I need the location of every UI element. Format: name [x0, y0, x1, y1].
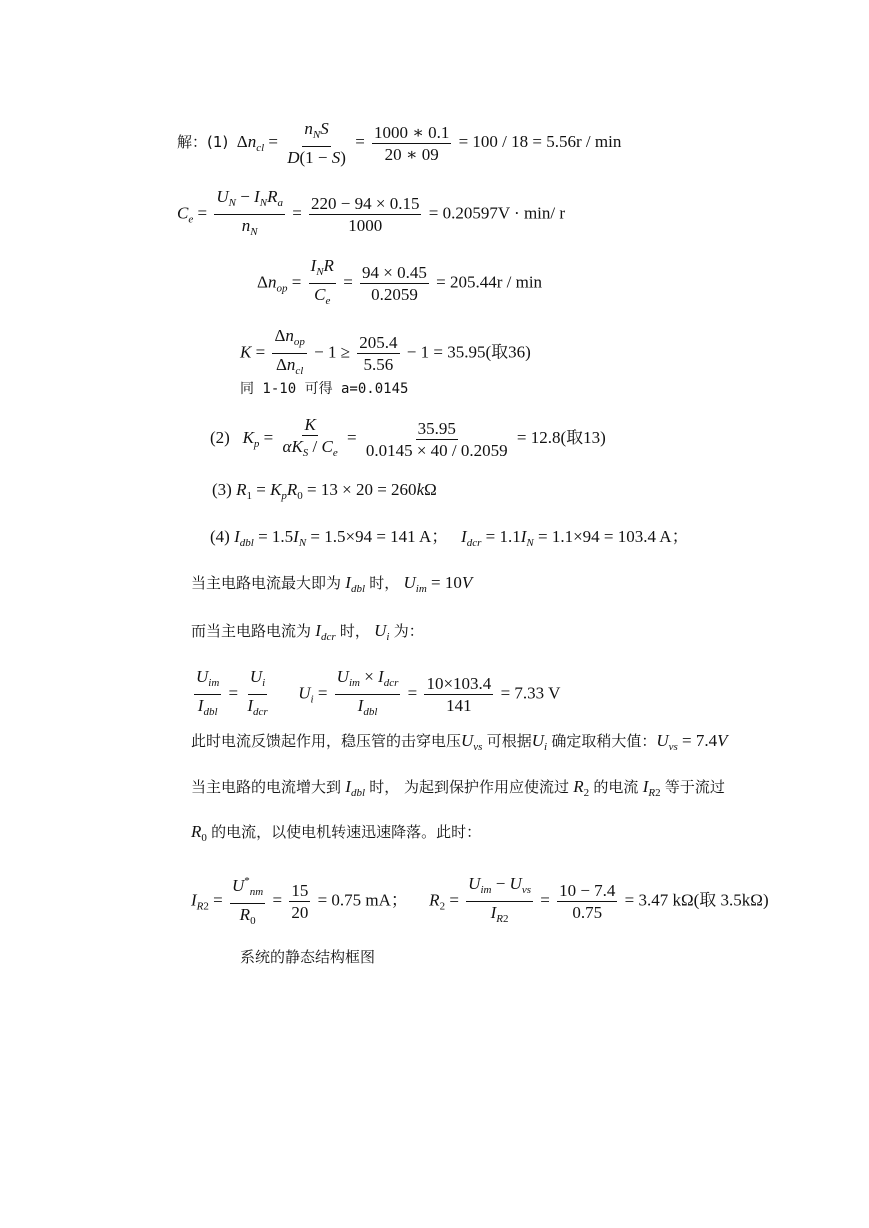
- line-increase-1: 当主电路的电流增大到 $I_{dbl}$ 时， 为起到保护作用应使流过 $R_2$ 的电流 $I_{R2}$ 等于流过: [191, 777, 725, 799]
- eq-k: K = $\frac{\Delta n_{op}}{\Delta n_{cl}}$ − 1 ≥ $\frac{205.4}{5.56}$ − 1 = 35.95(取36): [240, 326, 531, 377]
- eq-ce: $C_e$ = $\frac{U_N - I_NR_a}{n_N}$ = $\frac{220 - 94 \times 0.15}{1000}$ = 0.20597V · min/ r: [177, 187, 566, 238]
- eq-delta-ncl-result: = 100 / 18 = 5.56r / min: [458, 131, 622, 151]
- eq-ce-result: = 0.20597V · min/ r: [428, 203, 566, 223]
- line-dcr-current: 而当主电路电流为 $I_{dcr}$ 时， $U_i$ 为：: [191, 621, 424, 643]
- eq-k-result: − 1 = 35.95(取36): [406, 342, 531, 362]
- eq-ir2-result: = 0.75 mA；: [317, 890, 408, 910]
- part-1-label: 解：(1): [177, 132, 229, 151]
- eq-ui: $\frac{U_{im}}{I_{dbl}}$ = $\frac{U_i}{I_{dcr}}$ $U_i$ = $\frac{U_{im} \times I_{dcr}}{I_{dbl}}$ = $\frac{10\times 103.4}{141}$ = 7.33 V: [196, 667, 561, 718]
- eq-kp-result: = 12.8(取13): [516, 427, 606, 447]
- eq-idbl-idcr: (4) $I_{dbl} = 1.5I_N = 1.5\times 94 = 141$ A； $I_{dcr} = 1.1I_N = 1.1\times 94 = 103.4$ A；: [210, 527, 689, 549]
- eq-ir2-r2: $I_{R2}$ = $\frac{U^*_{nm}}{R_0}$ = $\frac{15}{20}$ = 0.75 mA； $R_2$ = $\frac{U_{im} - U_{vs}}{I_{R2}}$ = $\frac{10 - 7.4}{0.75}$ = 3.47 kΩ(取 3.5kΩ): [191, 871, 769, 932]
- note-a: 同 1-10 可得 a=0.0145: [240, 381, 409, 397]
- caption-static-structure: 系统的静态结构框图: [240, 948, 376, 966]
- eq-ui-result: = 7.33 V: [500, 683, 561, 703]
- eq-delta-nop: $\Delta n_{op}$ = $\frac{I_NR}{C_e}$ = $\frac{94 \times 0.45}{0.2059}$ = 205.44r / min: [257, 256, 543, 307]
- line-increase-2: $R_0$ 的电流，以使电机转速迅速降落。此时：: [191, 822, 482, 844]
- line-feedback: 此时电流反馈起作用，稳压管的击穿电压$U_{vs}$ 可根据$U_i$ 确定取稍大值：$U_{vs} = 7.4V$: [191, 731, 728, 753]
- eq-delta-ncl: 解：(1) $\Delta n_{cl}$ = $\frac{n_NS}{D(1 - S)}$ = $\frac{1000 ∗ 0.1}{20 ∗ 09}$ = 100 / 18 = 5.56r / min: [177, 119, 622, 167]
- eq-r2-result: = 3.47 kΩ(取 3.5kΩ): [624, 890, 769, 910]
- eq-kp: (2) $K_p$ = $\frac{K}{\alpha K_S / C_e}$ = $\frac{35.95}{0.0145 \times 40 / 0.2059}$ = 12.8(取13): [210, 415, 606, 460]
- eq-r1: (3) $R_1 = K_pR_0 = 13 \times 20 = 260k\Omega$: [212, 480, 437, 502]
- eq-delta-nop-result: = 205.44r / min: [436, 272, 543, 292]
- part-2-label: (2): [210, 427, 230, 447]
- line-max-current: 当主电路电流最大即为 $I_{dbl}$ 时， $U_{im} = 10V$: [191, 573, 473, 595]
